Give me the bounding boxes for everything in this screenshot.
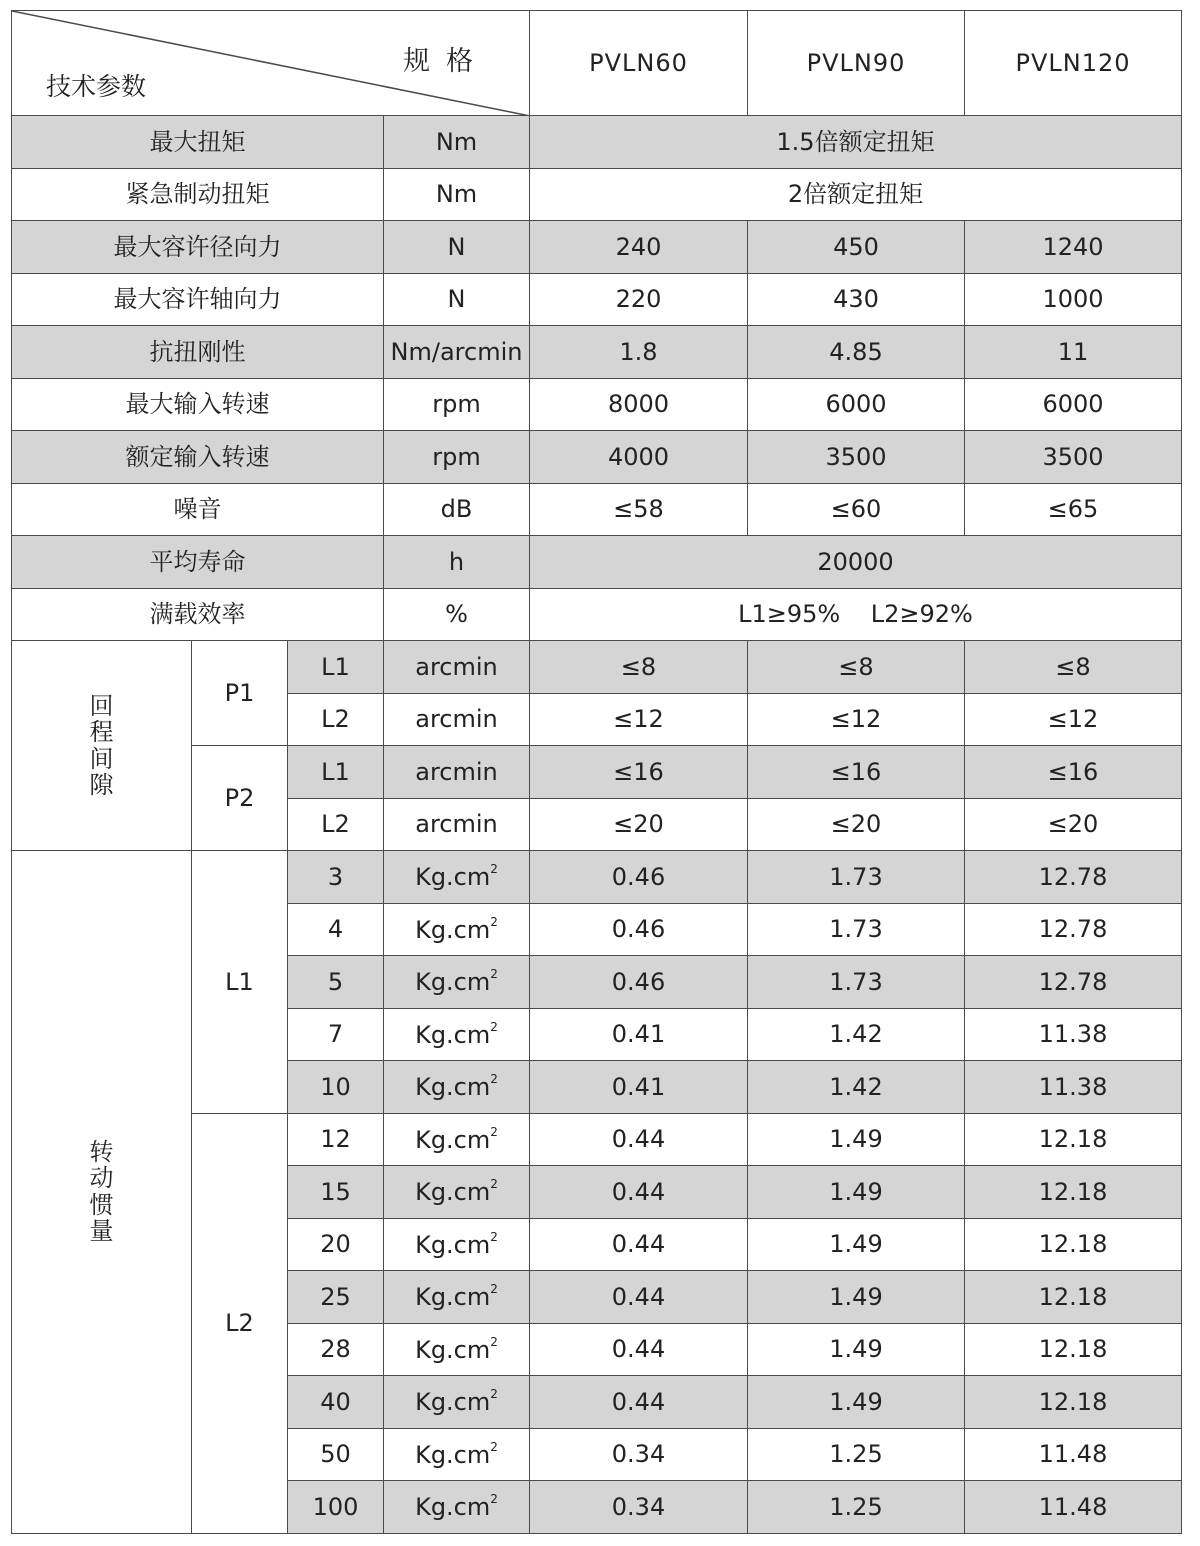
param-unit: $Kg.cm^2$: [384, 1008, 530, 1061]
param-unit: $Kg.cm^2$: [384, 956, 530, 1009]
stage-label: L1: [288, 746, 384, 799]
value-cell: 1.49: [748, 1113, 965, 1166]
param-unit: rpm: [384, 431, 530, 484]
value-cell: 1.25: [748, 1481, 965, 1534]
param-name: 额定输入转速: [12, 431, 384, 484]
value-cell: 0.46: [530, 851, 748, 904]
value-cell: ≤16: [965, 746, 1182, 799]
value-cell: ≤12: [965, 693, 1182, 746]
merged-value: 2倍额定扭矩: [530, 168, 1182, 221]
value-cell: ≤20: [530, 798, 748, 851]
ratio-label: 50: [288, 1428, 384, 1481]
value-cell: 3500: [965, 431, 1182, 484]
value-cell: 8000: [530, 378, 748, 431]
value-cell: 1.73: [748, 851, 965, 904]
param-unit: $Kg.cm^2$: [384, 1376, 530, 1429]
param-name: 紧急制动扭矩: [12, 168, 384, 221]
stage-label: L1: [288, 641, 384, 694]
value-cell: ≤8: [530, 641, 748, 694]
ratio-label: 4: [288, 903, 384, 956]
spec-row: [12, 168, 1182, 221]
merged-value: L1≥95% L2≥92%: [530, 588, 1182, 641]
param-name: 最大输入转速: [12, 378, 384, 431]
spec-row: [12, 536, 1182, 589]
param-unit: $Kg.cm^2$: [384, 903, 530, 956]
param-name: 平均寿命: [12, 536, 384, 589]
backlash-row: [12, 641, 1182, 694]
value-cell: ≤60: [748, 483, 965, 536]
value-cell: 11.48: [965, 1428, 1182, 1481]
param-unit: Nm/arcmin: [384, 326, 530, 379]
value-cell: 4000: [530, 431, 748, 484]
backlash-p1-label: P1: [192, 641, 288, 746]
value-cell: 1240: [965, 221, 1182, 274]
merged-value: 20000: [530, 536, 1182, 589]
value-cell: 0.41: [530, 1008, 748, 1061]
value-cell: 450: [748, 221, 965, 274]
value-cell: 0.44: [530, 1271, 748, 1324]
param-unit: arcmin: [384, 746, 530, 799]
value-cell: 0.44: [530, 1376, 748, 1429]
value-cell: 12.78: [965, 851, 1182, 904]
param-name: 最大容许轴向力: [12, 273, 384, 326]
param-unit: arcmin: [384, 693, 530, 746]
value-cell: ≤58: [530, 483, 748, 536]
value-cell: 0.44: [530, 1218, 748, 1271]
value-cell: 1000: [965, 273, 1182, 326]
value-cell: 12.18: [965, 1166, 1182, 1219]
value-cell: 0.44: [530, 1166, 748, 1219]
spec-row: [12, 221, 1182, 274]
model-header: PVLN120: [965, 11, 1182, 116]
param-unit: $Kg.cm^2$: [384, 1113, 530, 1166]
value-cell: 1.49: [748, 1218, 965, 1271]
param-unit: $Kg.cm^2$: [384, 1428, 530, 1481]
stage-label: L2: [288, 798, 384, 851]
ratio-label: 10: [288, 1061, 384, 1114]
value-cell: 6000: [965, 378, 1182, 431]
spec-table: [11, 10, 1182, 1534]
value-cell: 0.46: [530, 956, 748, 1009]
value-cell: 4.85: [748, 326, 965, 379]
param-unit: %: [384, 588, 530, 641]
value-cell: 12.78: [965, 903, 1182, 956]
spec-row: [12, 378, 1182, 431]
backlash-group-label: 回程间隙: [12, 641, 192, 851]
value-cell: 3500: [748, 431, 965, 484]
value-cell: 0.46: [530, 903, 748, 956]
value-cell: ≤8: [748, 641, 965, 694]
param-name: 最大容许径向力: [12, 221, 384, 274]
spec-row: [12, 431, 1182, 484]
model-header: PVLN60: [530, 11, 748, 116]
value-cell: 11: [965, 326, 1182, 379]
param-unit: rpm: [384, 378, 530, 431]
spec-row: [12, 588, 1182, 641]
value-cell: 12.18: [965, 1323, 1182, 1376]
value-cell: 430: [748, 273, 965, 326]
spec-row: [12, 483, 1182, 536]
param-unit: $Kg.cm^2$: [384, 1271, 530, 1324]
merged-value: 1.5倍额定扭矩: [530, 116, 1182, 169]
inertia-l1-label: L1: [192, 851, 288, 1114]
inertia-l2-label: L2: [192, 1113, 288, 1533]
value-cell: 1.8: [530, 326, 748, 379]
ratio-label: 7: [288, 1008, 384, 1061]
param-unit: $Kg.cm^2$: [384, 851, 530, 904]
value-cell: 1.49: [748, 1376, 965, 1429]
value-cell: 12.78: [965, 956, 1182, 1009]
ratio-label: 100: [288, 1481, 384, 1534]
value-cell: ≤20: [748, 798, 965, 851]
backlash-p2-label: P2: [192, 746, 288, 851]
spec-row: [12, 116, 1182, 169]
value-cell: 240: [530, 221, 748, 274]
value-cell: ≤12: [530, 693, 748, 746]
param-label: 技术参数: [46, 72, 147, 101]
value-cell: 0.44: [530, 1113, 748, 1166]
value-cell: 0.34: [530, 1428, 748, 1481]
param-unit: dB: [384, 483, 530, 536]
spec-row: [12, 326, 1182, 379]
spec-label: 规格: [403, 46, 489, 77]
value-cell: 1.49: [748, 1166, 965, 1219]
value-cell: 12.18: [965, 1271, 1182, 1324]
param-name: 抗扭刚性: [12, 326, 384, 379]
value-cell: ≤12: [748, 693, 965, 746]
value-cell: ≤20: [965, 798, 1182, 851]
model-header: PVLN90: [748, 11, 965, 116]
ratio-label: 12: [288, 1113, 384, 1166]
param-unit: $Kg.cm^2$: [384, 1218, 530, 1271]
ratio-label: 40: [288, 1376, 384, 1429]
value-cell: 1.42: [748, 1008, 965, 1061]
param-unit: h: [384, 536, 530, 589]
value-cell: 1.25: [748, 1428, 965, 1481]
value-cell: 1.42: [748, 1061, 965, 1114]
param-name: 噪音: [12, 483, 384, 536]
param-unit: N: [384, 221, 530, 274]
header-row: [12, 11, 1182, 116]
spec-row: [12, 273, 1182, 326]
param-unit: Nm: [384, 168, 530, 221]
param-unit: arcmin: [384, 641, 530, 694]
value-cell: 1.73: [748, 903, 965, 956]
value-cell: 220: [530, 273, 748, 326]
value-cell: 1.73: [748, 956, 965, 1009]
stage-label: L2: [288, 693, 384, 746]
ratio-label: 25: [288, 1271, 384, 1324]
ratio-label: 28: [288, 1323, 384, 1376]
value-cell: 0.44: [530, 1323, 748, 1376]
value-cell: 11.48: [965, 1481, 1182, 1534]
param-unit: Nm: [384, 116, 530, 169]
param-unit: N: [384, 273, 530, 326]
value-cell: 12.18: [965, 1218, 1182, 1271]
param-unit: arcmin: [384, 798, 530, 851]
param-name: 最大扭矩: [12, 116, 384, 169]
param-name: 满载效率: [12, 588, 384, 641]
param-unit: $Kg.cm^2$: [384, 1061, 530, 1114]
ratio-label: 3: [288, 851, 384, 904]
value-cell: ≤16: [748, 746, 965, 799]
value-cell: 11.38: [965, 1061, 1182, 1114]
header-corner-cell: [12, 11, 530, 116]
value-cell: 0.34: [530, 1481, 748, 1534]
value-cell: ≤8: [965, 641, 1182, 694]
value-cell: 6000: [748, 378, 965, 431]
value-cell: 0.41: [530, 1061, 748, 1114]
param-unit: $Kg.cm^2$: [384, 1166, 530, 1219]
value-cell: 11.38: [965, 1008, 1182, 1061]
param-unit: $Kg.cm^2$: [384, 1481, 530, 1534]
value-cell: 12.18: [965, 1376, 1182, 1429]
ratio-label: 15: [288, 1166, 384, 1219]
ratio-label: 5: [288, 956, 384, 1009]
value-cell: ≤65: [965, 483, 1182, 536]
value-cell: 1.49: [748, 1323, 965, 1376]
value-cell: 1.49: [748, 1271, 965, 1324]
value-cell: 12.18: [965, 1113, 1182, 1166]
param-unit: $Kg.cm^2$: [384, 1323, 530, 1376]
value-cell: ≤16: [530, 746, 748, 799]
inertia-group-label: 转动惯量: [12, 851, 192, 1534]
ratio-label: 20: [288, 1218, 384, 1271]
inertia-row: [12, 851, 1182, 904]
